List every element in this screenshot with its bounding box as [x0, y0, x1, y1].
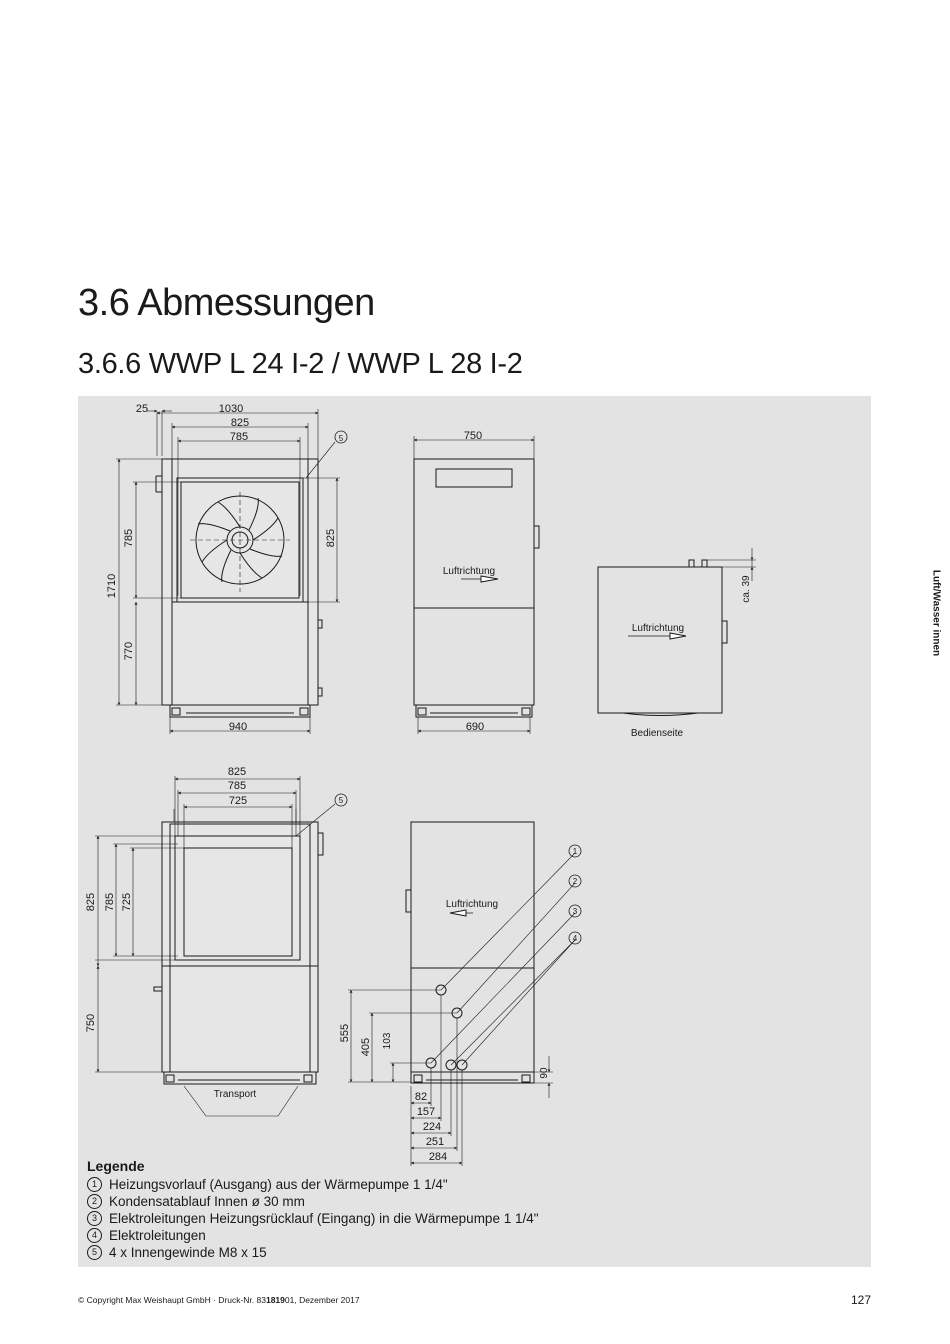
dim-825-vertical-bottom: 825 [85, 892, 97, 912]
callout-4: 4 [572, 934, 578, 943]
front-view-bottom [154, 809, 323, 1084]
legend-title: Legende [87, 1158, 145, 1174]
legend-item [87, 1210, 539, 1227]
legend [87, 1158, 539, 1261]
legend-number-4: 4 [87, 1228, 102, 1243]
dim-82: 82 [414, 1091, 428, 1103]
dim-750-vertical: 750 [85, 1013, 97, 1033]
dim-690: 690 [465, 721, 485, 733]
legend-text-3: Elektroleitungen Heizungsrücklauf (Eingang) in die Wärmepumpe 1 1/4" [109, 1211, 539, 1226]
footer-copyright [78, 1295, 360, 1305]
dimension-drawing [78, 396, 871, 1267]
transport-label: Transport [213, 1089, 257, 1100]
legend-number-1: 1 [87, 1177, 102, 1192]
operator-side-label: Bedienseite [630, 728, 684, 739]
callout-5-bottom: 5 [338, 796, 344, 805]
legend-item [87, 1176, 539, 1193]
dim-1710: 1710 [106, 573, 118, 599]
section-heading: 3.6.6 WWP L 24 I-2 / WWP L 28 I-2 [78, 348, 523, 380]
footer-prefix: © Copyright Max Weishaupt GmbH · Druck-Nr. 83 [78, 1295, 266, 1305]
airflow-label-side: Luftrichtung [442, 566, 496, 577]
dim-770: 770 [123, 641, 135, 661]
legend-number-2: 2 [87, 1194, 102, 1209]
side-view-bottom [406, 822, 534, 1083]
page-heading: 3.6 Abmessungen [78, 282, 375, 324]
dim-405: 405 [360, 1037, 372, 1057]
dim-103: 103 [382, 1032, 393, 1050]
legend-text-5: 4 x Innengewinde M8 x 15 [109, 1245, 267, 1260]
legend-number-3: 3 [87, 1211, 102, 1226]
dimension-drawing-panel [78, 396, 871, 1267]
dim-785-bottom: 785 [227, 780, 247, 792]
dim-725-vertical-bottom: 725 [121, 892, 133, 912]
dim-90: 90 [539, 1067, 550, 1079]
side-view-top [414, 459, 539, 717]
dim-555: 555 [339, 1023, 351, 1043]
dim-825-vertical: 825 [325, 528, 337, 548]
dim-1030: 1030 [218, 403, 244, 415]
callout-2: 2 [572, 877, 578, 886]
legend-item [87, 1193, 539, 1210]
legend-item [87, 1227, 539, 1244]
dim-25: 25 [135, 403, 149, 415]
dim-251: 251 [425, 1136, 445, 1148]
side-tab-label: Luft/Wasser innen [930, 569, 942, 657]
dim-825-top: 825 [230, 417, 250, 429]
footer-print-number: 1819 [265, 1295, 285, 1305]
callout-5-top: 5 [338, 434, 344, 443]
dim-157: 157 [416, 1106, 436, 1118]
dim-224: 224 [422, 1121, 442, 1133]
dim-825-bottom: 825 [227, 766, 247, 778]
dim-785-vertical: 785 [123, 528, 135, 548]
side-tab [928, 567, 944, 659]
footer-suffix: 01, Dezember 2017 [284, 1295, 360, 1305]
top-view [598, 560, 727, 716]
dim-ca39: ca. 39 [741, 575, 752, 603]
callout-1: 1 [572, 847, 578, 856]
dim-785-top: 785 [229, 431, 249, 443]
legend-text-4: Elektroleitungen [109, 1228, 206, 1243]
legend-text-2: Kondensatablauf Innen ø 30 mm [109, 1194, 305, 1209]
airflow-label-top-view: Luftrichtung [631, 623, 685, 634]
callout-3: 3 [572, 907, 578, 916]
dim-940: 940 [228, 721, 248, 733]
legend-item [87, 1244, 539, 1261]
front-view-top [156, 437, 322, 717]
dim-785-vertical-bottom: 785 [104, 892, 116, 912]
page-number: 127 [851, 1293, 872, 1307]
dim-284: 284 [428, 1151, 448, 1163]
dim-750: 750 [463, 430, 483, 442]
legend-text-1: Heizungsvorlauf (Ausgang) aus der Wärmepumpe 1 1/4" [109, 1177, 448, 1192]
airflow-label-side-bottom: Luftrichtung [445, 899, 499, 910]
legend-number-5: 5 [87, 1245, 102, 1260]
dim-725-bottom: 725 [228, 795, 248, 807]
